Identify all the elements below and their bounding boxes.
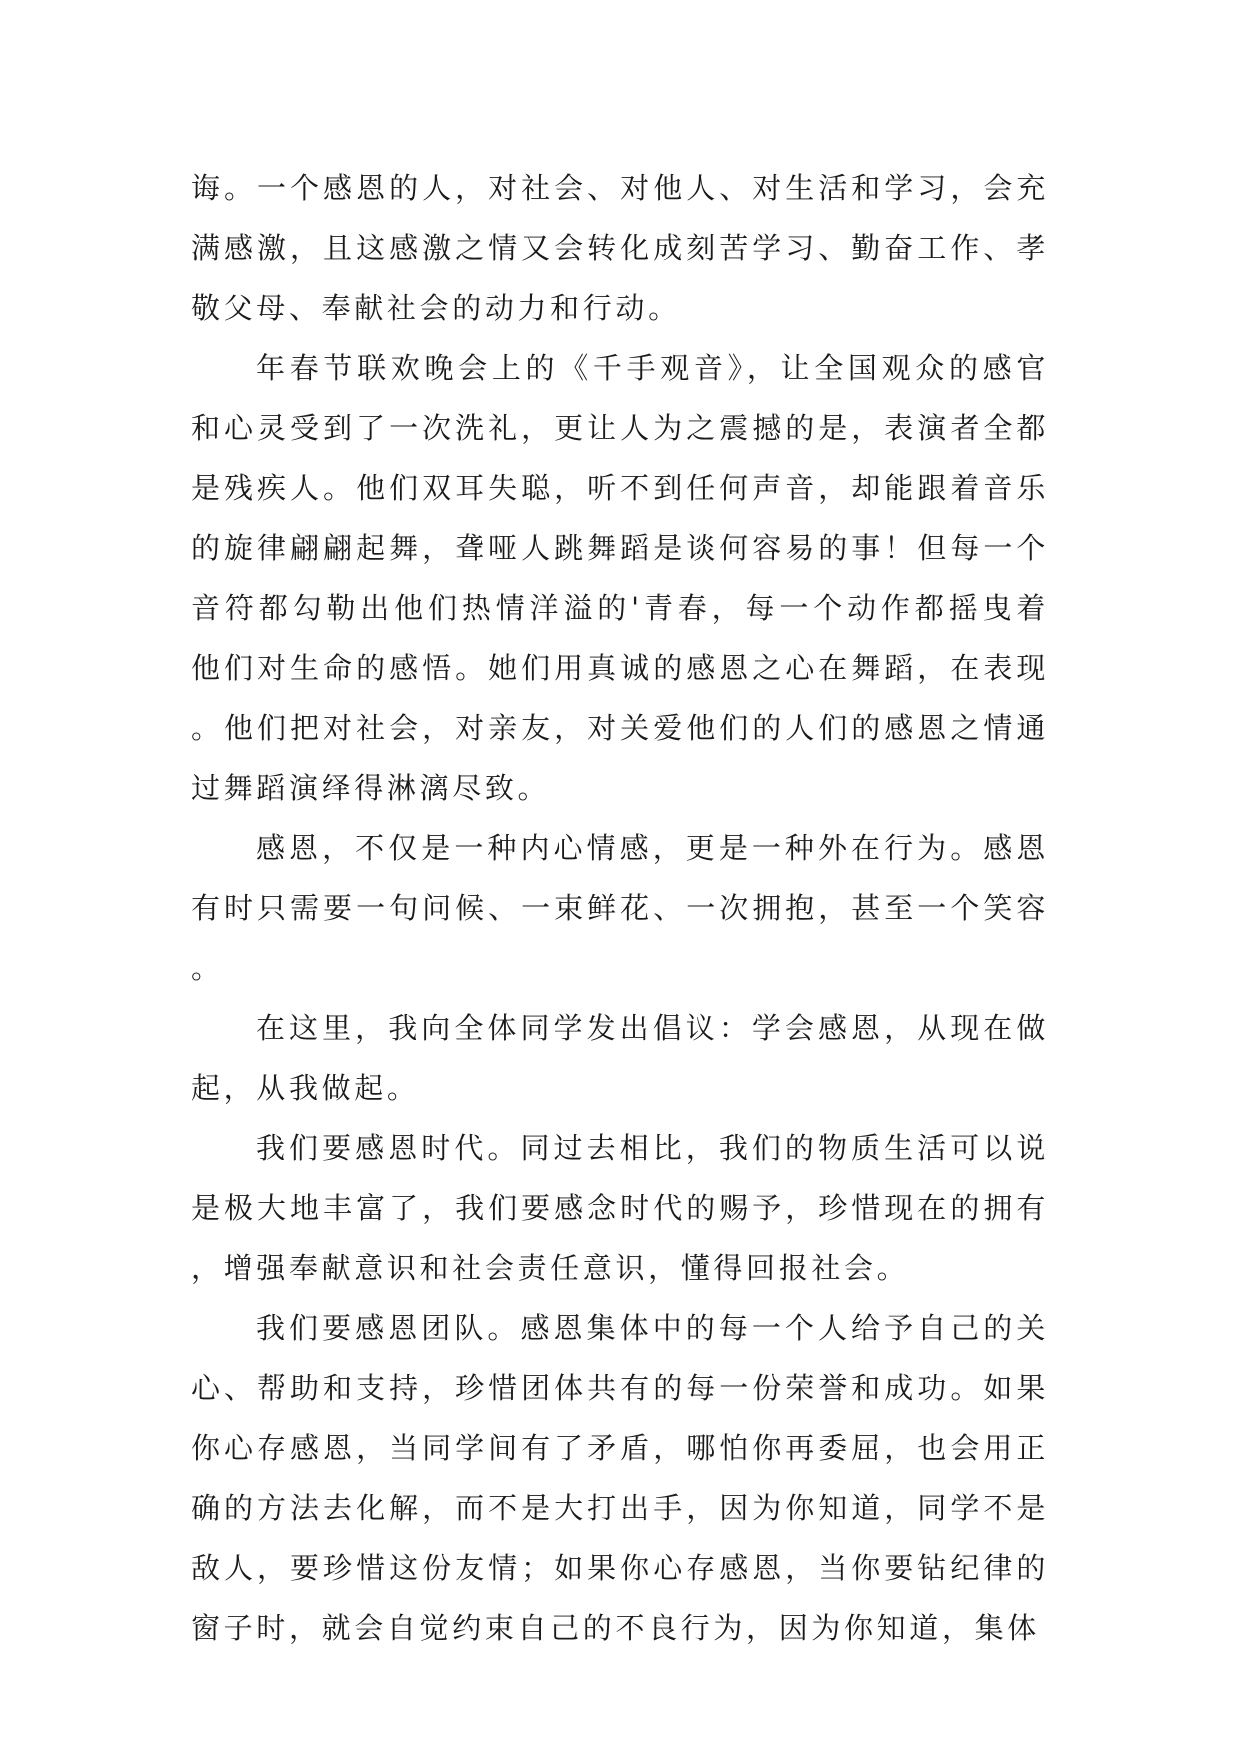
paragraph-3: 感恩，不仅是一种内心情感，更是一种外在行为。感恩有时只需要一句问候、一束鲜花、一次拥抱，甚至一个笑容。: [191, 831, 1049, 985]
paragraph-1: 诲。一个感恩的人，对社会、对他人、对生活和学习，会充满感激，且这感激之情又会转化成刻苦学习、勤奋工作、孝敬父母、奉献社会的动力和行动。: [191, 171, 1049, 325]
paragraph-4: 在这里，我向全体同学发出倡议：学会感恩，从现在做起，从我做起。: [191, 1011, 1049, 1105]
paragraph-2: 年春节联欢晚会上的《千手观音》，让全国观众的感官和心灵受到了一次洗礼，更让人为之震撼的是，表演者全都是残疾人。他们双耳失聪，听不到任何声音，却能跟着音乐的旋律翩翩起舞，聋哑人跳舞蹈是谈何容易的事！但每一个音符都勾勒出他们热情洋溢的'青春，每一个动作都摇曳着他们对生命的感悟。她们用真诚的感恩之心在舞蹈，在表现。他们把对社会，对亲友，对关爱他们的人们的感恩之情通过舞蹈演绎得淋漓尽致。: [191, 351, 1049, 805]
document-body: [191, 158, 1049, 1658]
paragraph-6: 我们要感恩团队。感恩集体中的每一个人给予自己的关心、帮助和支持，珍惜团体共有的每一份荣誉和成功。如果你心存感恩，当同学间有了矛盾，哪怕你再委屈，也会用正确的方法去化解，而不是大打出手，因为你知道，同学不是敌人，要珍惜这份友情；如果你心存感恩，当你要钻纪律的窗子时，就会自觉约束自己的不良行为，因为你知道，集体: [191, 1311, 1049, 1645]
paragraph-5: 我们要感恩时代。同过去相比，我们的物质生活可以说是极大地丰富了，我们要感念时代的赐予，珍惜现在的拥有，增强奉献意识和社会责任意识，懂得回报社会。: [191, 1131, 1049, 1285]
